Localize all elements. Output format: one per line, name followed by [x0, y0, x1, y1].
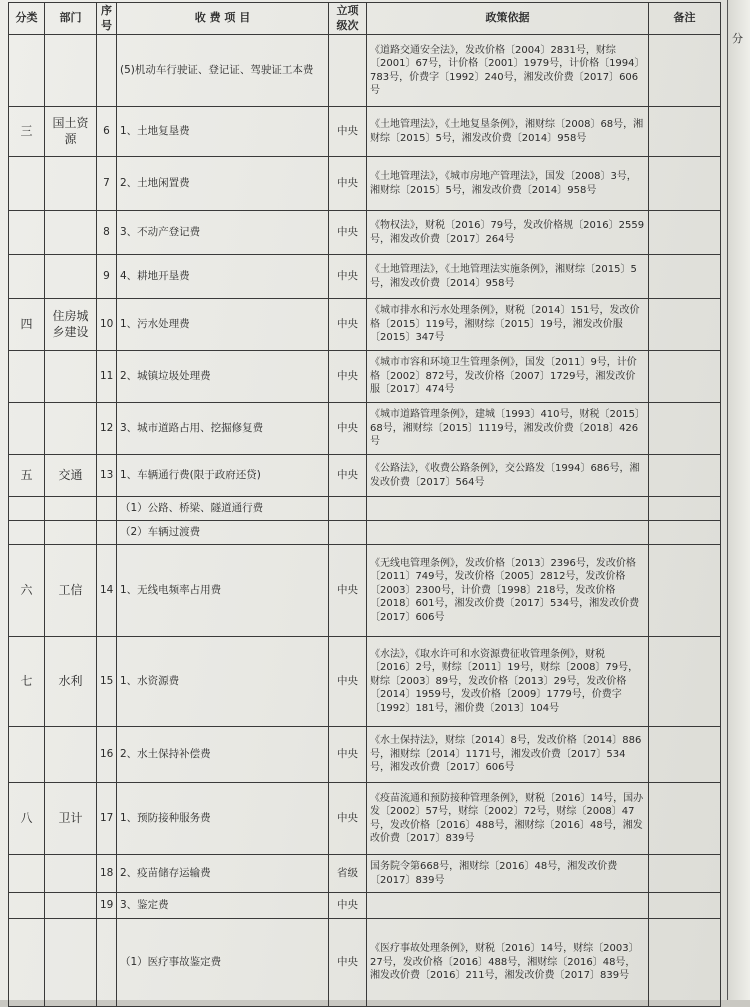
row-category	[9, 157, 45, 211]
row-category: 三	[9, 107, 45, 157]
table-row	[9, 157, 721, 211]
row-category	[9, 521, 45, 545]
row-category: 七	[9, 637, 45, 727]
header-category: 分类	[9, 3, 45, 35]
row-basis: 《城市排水和污水处理条例》，财税〔2014〕151号，发改价格〔2015〕119号，湘财综〔2015〕19号，湘发改价服〔2015〕347号	[367, 299, 649, 351]
header-seq: 序号	[97, 3, 117, 35]
row-category	[9, 855, 45, 893]
row-category	[9, 35, 45, 107]
row-level: 中央	[329, 637, 367, 727]
row-remark	[649, 157, 721, 211]
row-department: 住房城乡建设	[45, 299, 97, 351]
row-basis	[367, 497, 649, 521]
row-item: 2、城镇垃圾处理费	[117, 351, 329, 403]
row-item: 1、无线电频率占用费	[117, 545, 329, 637]
row-remark	[649, 545, 721, 637]
row-level: 省级	[329, 855, 367, 893]
row-remark	[649, 107, 721, 157]
row-remark	[649, 35, 721, 107]
row-level: 中央	[329, 919, 367, 1007]
row-basis: 《土地管理法》，《城市房地产管理法》，国发〔2008〕3号，湘财综〔2015〕5号，湘发改价费〔2014〕958号	[367, 157, 649, 211]
row-item: 4、耕地开垦费	[117, 255, 329, 299]
row-seq: 19	[97, 893, 117, 919]
row-level: 中央	[329, 299, 367, 351]
row-item: （1）公路、桥梁、隧道通行费	[117, 497, 329, 521]
row-level: 中央	[329, 455, 367, 497]
next-page-edge-text: 分	[732, 32, 743, 45]
row-seq: 13	[97, 455, 117, 497]
row-department	[45, 919, 97, 1007]
row-department	[45, 893, 97, 919]
row-basis: 《公路法》，《收费公路条例》，交公路发〔1994〕686号，湘发改价费〔2017〕564号	[367, 455, 649, 497]
table-row	[9, 455, 721, 497]
row-remark	[649, 299, 721, 351]
row-basis: 《水法》，《取水许可和水资源费征收管理条例》，财税〔2016〕2号，财综〔2011〕19号，财综〔2008〕79号，财综〔2003〕89号，发改价格〔2013〕29号，发改价格〔2014〕1959号，发改价格〔2009〕1779号，价费字〔1992〕181号，湘价费〔2013〕104号	[367, 637, 649, 727]
row-level	[329, 35, 367, 107]
header-remark: 备注	[649, 3, 721, 35]
next-page-edge	[727, 0, 750, 1000]
row-item: 3、鉴定费	[117, 893, 329, 919]
row-basis: 《城市道路管理条例》，建城〔1993〕410号，财税〔2015〕68号，湘财综〔2015〕1119号，湘发改价费〔2018〕426号	[367, 403, 649, 455]
row-remark	[649, 211, 721, 255]
row-seq	[97, 497, 117, 521]
row-level: 中央	[329, 545, 367, 637]
row-item: 1、预防接种服务费	[117, 783, 329, 855]
row-category	[9, 211, 45, 255]
table-row	[9, 521, 721, 545]
row-seq: 11	[97, 351, 117, 403]
row-remark	[649, 497, 721, 521]
header-item: 收 费 项 目	[117, 3, 329, 35]
row-seq: 10	[97, 299, 117, 351]
row-seq	[97, 35, 117, 107]
row-basis: 国务院令第668号，湘财综〔2016〕48号，湘发改价费〔2017〕839号	[367, 855, 649, 893]
row-department	[45, 211, 97, 255]
row-basis: 《土地管理法》，《土地管理法实施条例》，湘财综〔2015〕5号，湘发改价费〔2014〕958号	[367, 255, 649, 299]
row-seq	[97, 521, 117, 545]
row-seq: 9	[97, 255, 117, 299]
row-department	[45, 351, 97, 403]
row-category	[9, 497, 45, 521]
row-category	[9, 893, 45, 919]
table-row	[9, 351, 721, 403]
table-row	[9, 299, 721, 351]
row-department: 交通	[45, 455, 97, 497]
row-level: 中央	[329, 107, 367, 157]
row-remark	[649, 455, 721, 497]
table-header-row	[9, 3, 721, 35]
row-basis: 《土地管理法》，《土地复垦条例》，湘财综〔2008〕68号，湘财综〔2015〕5号，湘发改价费〔2014〕958号	[367, 107, 649, 157]
row-remark	[649, 919, 721, 1007]
row-remark	[649, 637, 721, 727]
row-item: 3、不动产登记费	[117, 211, 329, 255]
row-department: 工信	[45, 545, 97, 637]
row-category	[9, 403, 45, 455]
row-basis: 《水土保持法》，财综〔2014〕8号，发改价格〔2014〕886号，湘财综〔2014〕1171号，湘发改价费〔2017〕534号，湘发改价费〔2017〕606号	[367, 727, 649, 783]
row-basis: 《城市市容和环境卫生管理条例》，国发〔2011〕9号，计价格〔2002〕872号，发改价格〔2007〕1729号，湘发改价服〔2017〕474号	[367, 351, 649, 403]
row-item: （1）医疗事故鉴定费	[117, 919, 329, 1007]
row-level: 中央	[329, 351, 367, 403]
row-item: 2、水土保持补偿费	[117, 727, 329, 783]
table-row	[9, 497, 721, 521]
table-row	[9, 637, 721, 727]
table-row	[9, 255, 721, 299]
row-item: 1、车辆通行费(限于政府还贷)	[117, 455, 329, 497]
row-seq: 14	[97, 545, 117, 637]
table-row	[9, 727, 721, 783]
table-row	[9, 35, 721, 107]
row-seq: 16	[97, 727, 117, 783]
row-seq: 12	[97, 403, 117, 455]
row-level	[329, 497, 367, 521]
row-remark	[649, 855, 721, 893]
row-basis	[367, 893, 649, 919]
row-basis	[367, 521, 649, 545]
table-row	[9, 893, 721, 919]
row-seq: 8	[97, 211, 117, 255]
row-remark	[649, 521, 721, 545]
row-level: 中央	[329, 727, 367, 783]
row-level: 中央	[329, 255, 367, 299]
row-remark	[649, 403, 721, 455]
row-level	[329, 521, 367, 545]
row-department	[45, 35, 97, 107]
row-seq	[97, 919, 117, 1007]
row-level: 中央	[329, 403, 367, 455]
row-level: 中央	[329, 211, 367, 255]
row-category: 五	[9, 455, 45, 497]
row-seq: 15	[97, 637, 117, 727]
row-item: (5)机动车行驶证、登记证、驾驶证工本费	[117, 35, 329, 107]
row-category	[9, 919, 45, 1007]
row-category: 六	[9, 545, 45, 637]
row-basis: 《无线电管理条例》，发改价格〔2013〕2396号，发改价格〔2011〕749号，发改价格〔2005〕2812号，发改价格〔2003〕2300号，计价费〔1998〕218号，发改价格〔2018〕601号，湘发改价费〔2017〕534号，湘发改价费〔2017〕606号	[367, 545, 649, 637]
table-row	[9, 545, 721, 637]
row-category	[9, 255, 45, 299]
row-item: （2）车辆过渡费	[117, 521, 329, 545]
row-category	[9, 727, 45, 783]
row-remark	[649, 893, 721, 919]
row-department: 水利	[45, 637, 97, 727]
table-row	[9, 919, 721, 1007]
row-basis: 《疫苗流通和预防接种管理条例》，财税〔2016〕14号，国办发〔2002〕57号，财综〔2002〕72号，财综〔2008〕47号，发改价格〔2016〕488号，湘财综〔2016〕48号，湘发改价费〔2017〕839号	[367, 783, 649, 855]
row-level: 中央	[329, 783, 367, 855]
table-row	[9, 211, 721, 255]
row-basis: 《物权法》，财税〔2016〕79号，发改价格规〔2016〕2559号，湘发改价费〔2017〕264号	[367, 211, 649, 255]
row-department	[45, 157, 97, 211]
row-category	[9, 351, 45, 403]
row-department	[45, 255, 97, 299]
table-row	[9, 107, 721, 157]
row-remark	[649, 783, 721, 855]
table-row	[9, 403, 721, 455]
row-level: 中央	[329, 893, 367, 919]
row-remark	[649, 727, 721, 783]
row-basis: 《道路交通安全法》，发改价格〔2004〕2831号，财综〔2001〕67号，计价格〔2001〕1979号，计价格〔1994〕783号，价费字〔1992〕240号，湘发改价费〔2017〕606号	[367, 35, 649, 107]
row-department: 国土资源	[45, 107, 97, 157]
row-seq: 6	[97, 107, 117, 157]
row-department	[45, 855, 97, 893]
header-basis: 政策依据	[367, 3, 649, 35]
row-item: 1、土地复垦费	[117, 107, 329, 157]
row-item: 2、土地闲置费	[117, 157, 329, 211]
row-remark	[649, 351, 721, 403]
row-level: 中央	[329, 157, 367, 211]
table-row	[9, 855, 721, 893]
header-department: 部门	[45, 3, 97, 35]
row-department: 卫计	[45, 783, 97, 855]
row-seq: 18	[97, 855, 117, 893]
row-seq: 17	[97, 783, 117, 855]
row-department	[45, 497, 97, 521]
row-category: 八	[9, 783, 45, 855]
row-category: 四	[9, 299, 45, 351]
row-department	[45, 521, 97, 545]
row-department	[45, 727, 97, 783]
row-item: 1、污水处理费	[117, 299, 329, 351]
header-level: 立项级次	[329, 3, 367, 35]
row-seq: 7	[97, 157, 117, 211]
row-item: 2、疫苗储存运输费	[117, 855, 329, 893]
row-item: 1、水资源费	[117, 637, 329, 727]
row-item: 3、城市道路占用、挖掘修复费	[117, 403, 329, 455]
row-remark	[649, 255, 721, 299]
row-department	[45, 403, 97, 455]
fee-table	[8, 2, 721, 1007]
table-row	[9, 783, 721, 855]
row-basis: 《医疗事故处理条例》，财税〔2016〕14号，财综〔2003〕27号，发改价格〔2016〕488号，湘财综〔2016〕48号，湘发改价费〔2016〕211号，湘发改价费〔2017〕839号	[367, 919, 649, 1007]
